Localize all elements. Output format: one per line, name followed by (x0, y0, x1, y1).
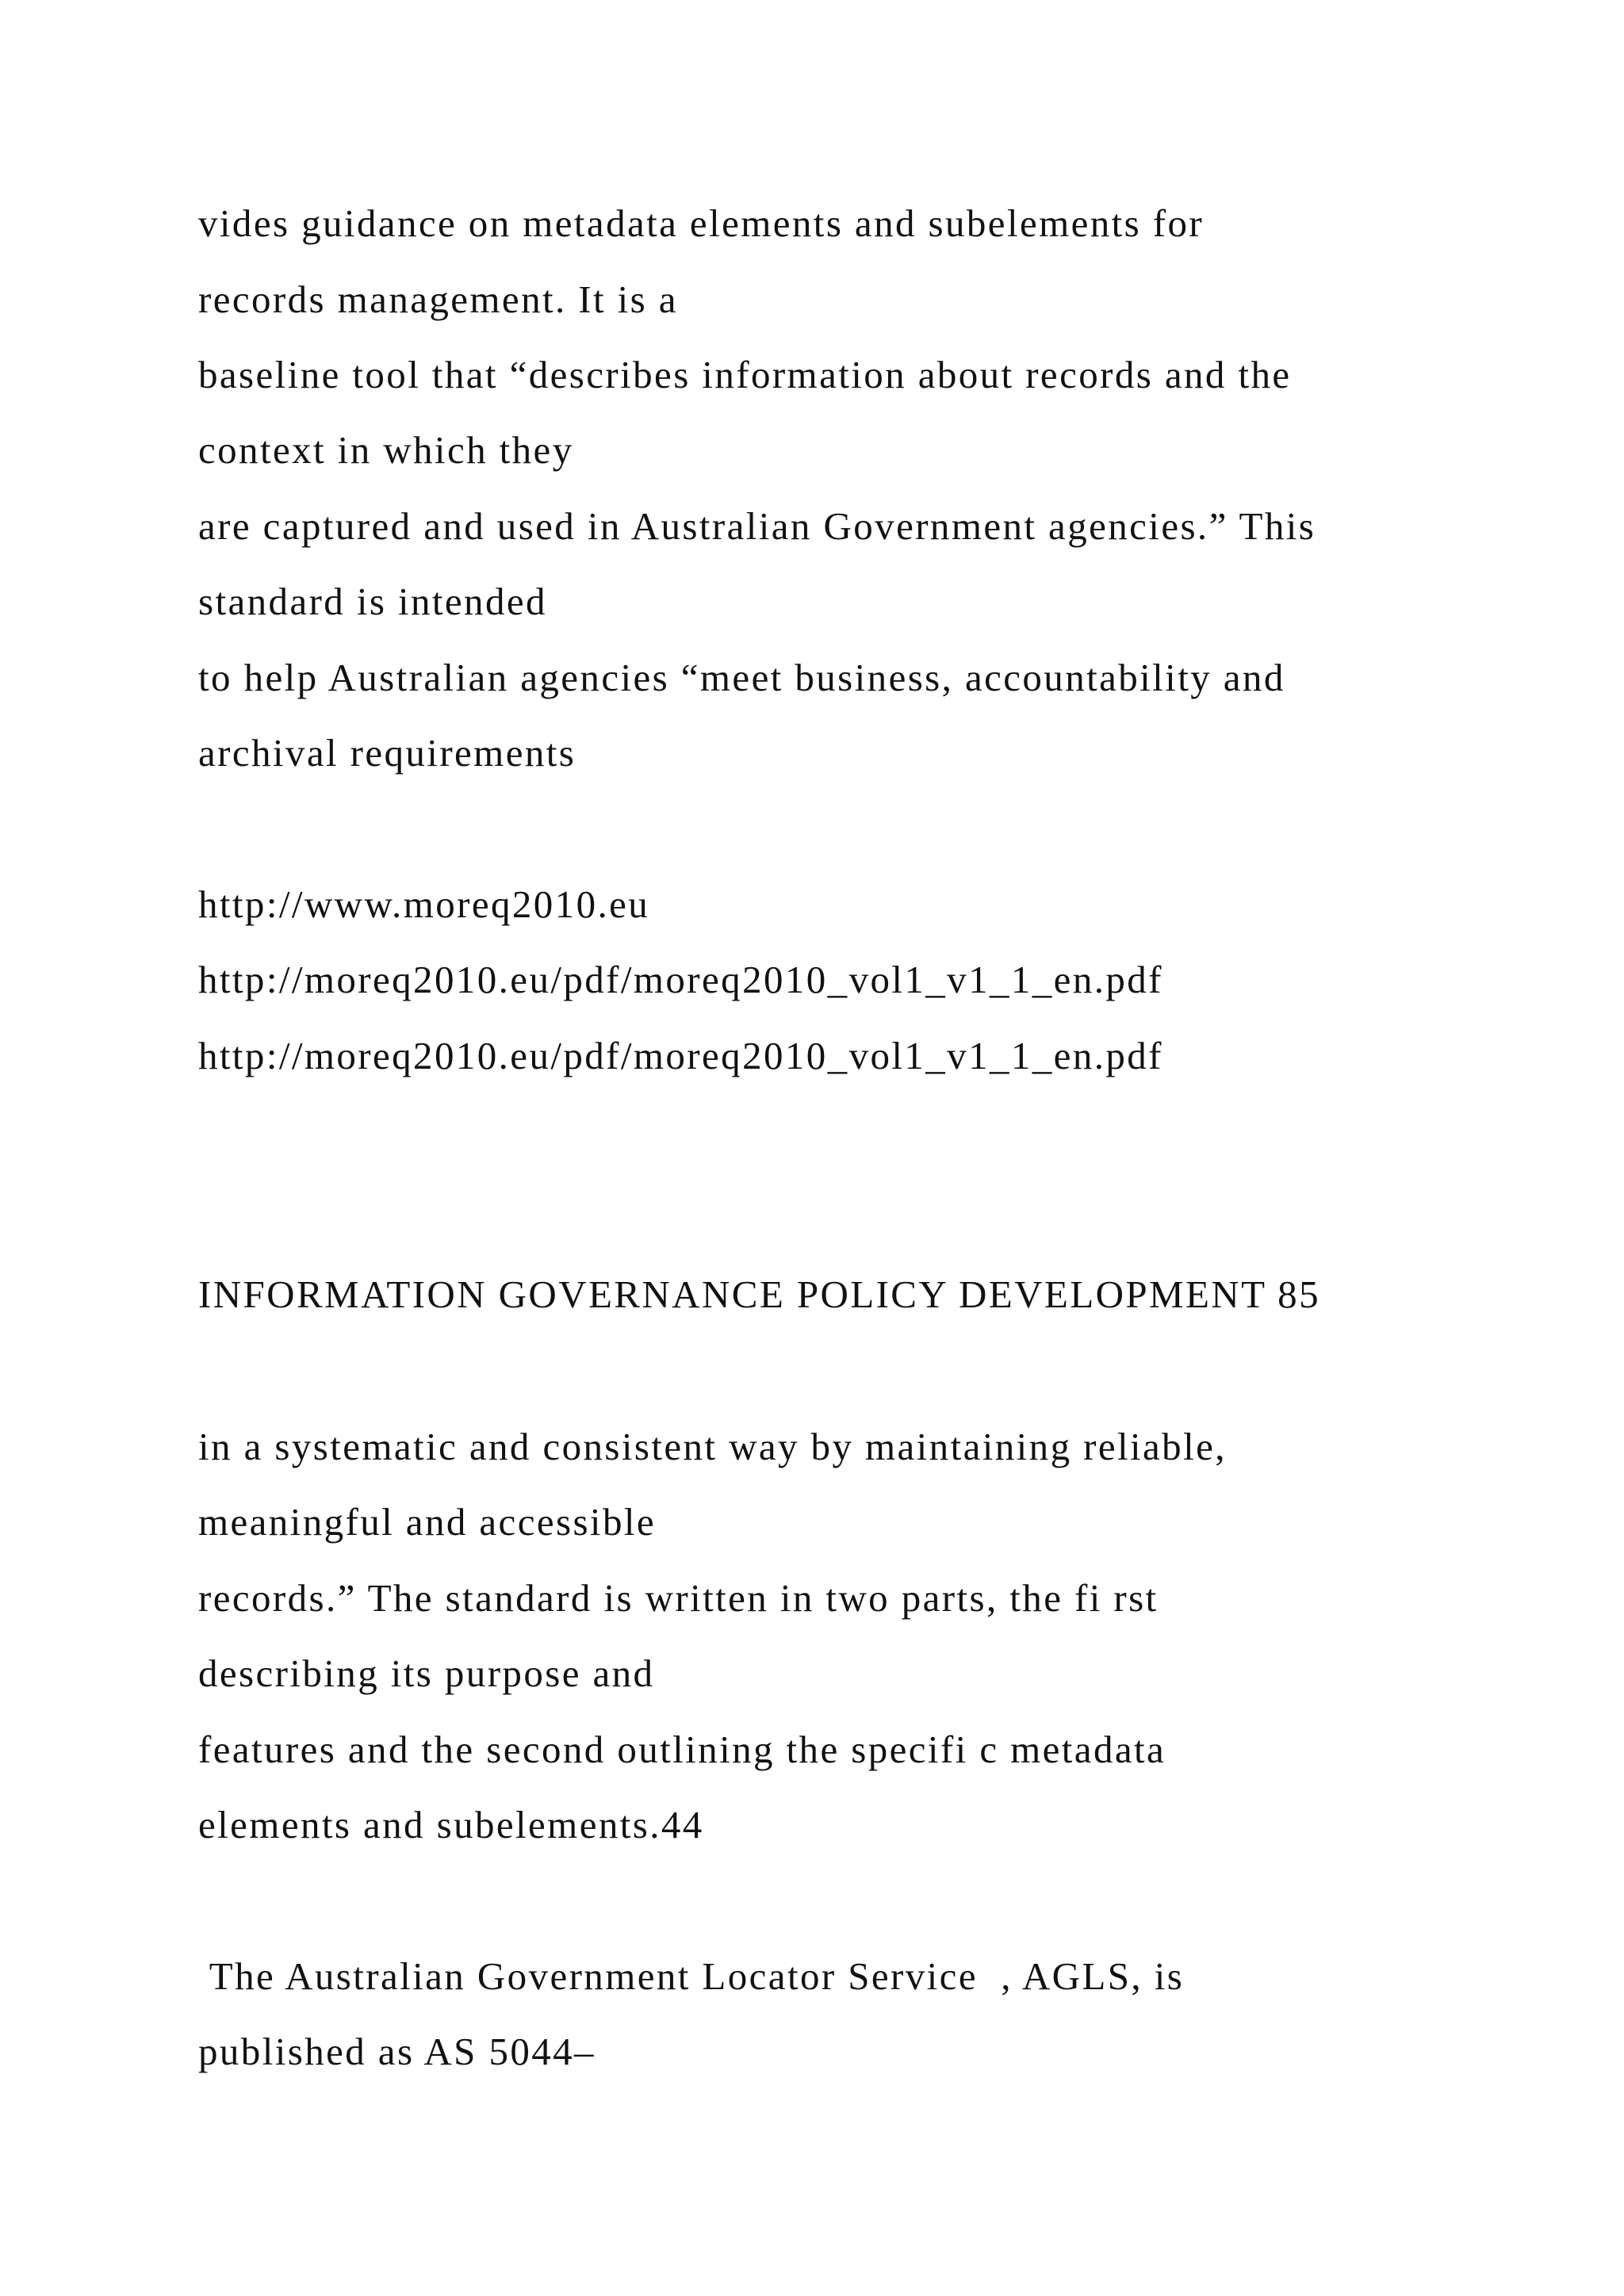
paragraph-2-line-5: features and the second outlining the specifi c metadata (198, 1728, 1166, 1771)
paragraph-3-line-2: published as AS 5044– (198, 2030, 596, 2073)
url-line-2: http://moreq2010.eu/pdf/moreq2010_vol1_v1_1_en.pdf (198, 958, 1163, 1001)
paragraph-2-line-3: records.” The standard is written in two parts, the fi rst (198, 1576, 1159, 1620)
paragraph-2-line-4: describing its purpose and (198, 1651, 655, 1695)
paragraph-2-line-1: in a systematic and consistent way by maintaining reliable, (198, 1425, 1227, 1468)
running-header: INFORMATION GOVERNANCE POLICY DEVELOPMENT 85 (198, 1272, 1320, 1316)
paragraph-1-line-7: to help Australian agencies “meet business, accountability and (198, 656, 1285, 699)
paragraph-3-line-1: The Australian Government Locator Service , AGLS, is (198, 1954, 1185, 1998)
paragraph-1-line-1: vides guidance on metadata elements and subelements for (198, 201, 1205, 245)
url-line-3: http://moreq2010.eu/pdf/moreq2010_vol1_v1_1_en.pdf (198, 1034, 1163, 1077)
paragraph-2-line-6: elements and subelements.44 (198, 1803, 704, 1846)
paragraph-2-line-2: meaningful and accessible (198, 1500, 657, 1544)
url-line-1: http://www.moreq2010.eu (198, 882, 650, 926)
paragraph-1-line-2: records management. It is a (198, 277, 678, 321)
paragraph-1-line-3: baseline tool that “describes information about records and the (198, 353, 1292, 396)
paragraph-1-line-6: standard is intended (198, 580, 547, 623)
paragraph-1-line-4: context in which they (198, 428, 574, 472)
paragraph-1-line-5: are captured and used in Australian Government agencies.” This (198, 504, 1316, 548)
paragraph-1-line-8: archival requirements (198, 731, 576, 775)
